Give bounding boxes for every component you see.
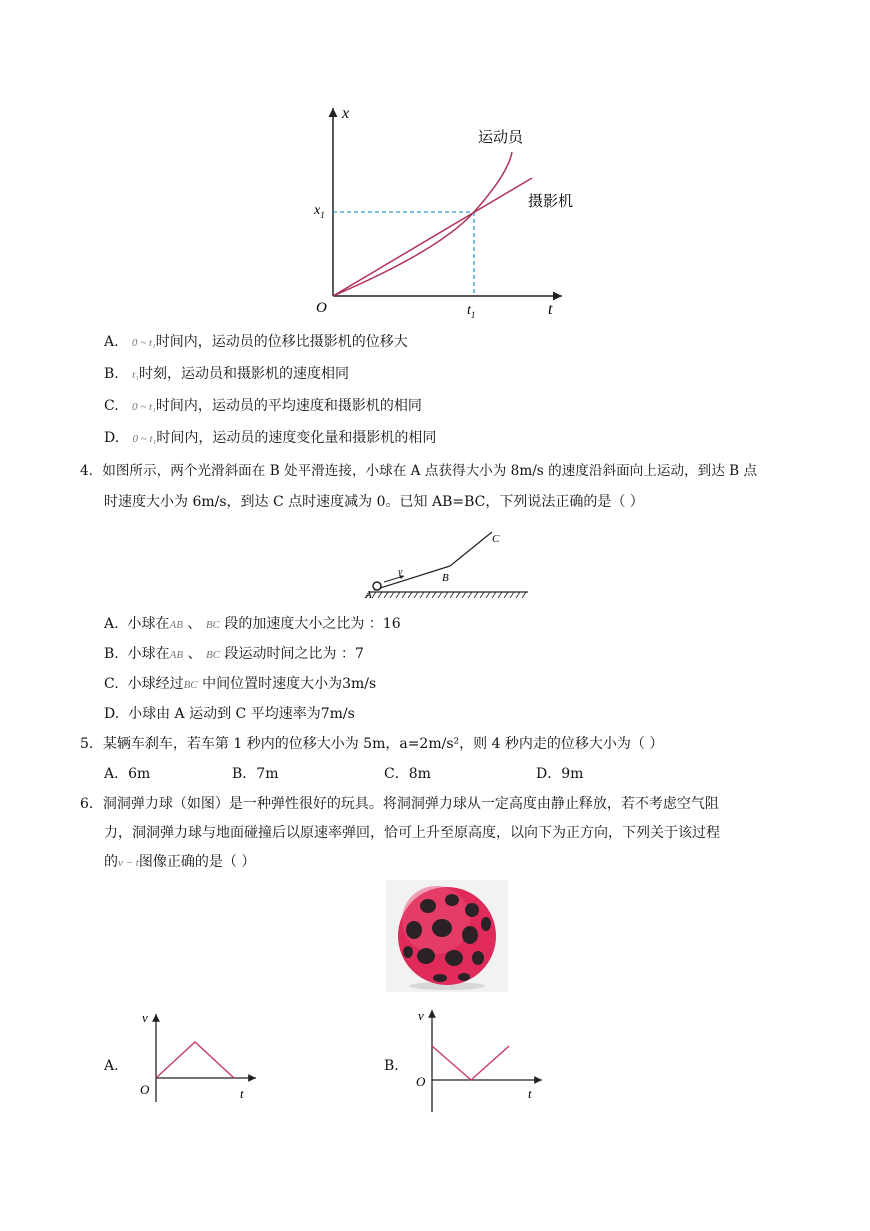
svg-text:v: v [398,567,403,578]
q4-option-c: C. 小球经过BC 中间位置时速度大小为3m/s [104,676,377,692]
svg-text:O: O [416,1074,426,1089]
q5-option-d: D．9m [536,766,584,782]
q5-option-c: C．8m [384,766,431,782]
x1-label: $x_1$ [314,203,325,220]
q5-option-b: B．7m [232,766,279,782]
origin-label: O [316,300,327,316]
svg-text:C: C [492,533,500,545]
athlete-label: 运动员 [478,130,524,146]
athlete-curve [333,152,512,296]
q6-graph-a [126,1008,266,1108]
q5-option-a: A．6m [104,766,151,782]
incline-figure [360,528,535,603]
x-axis-label: x [342,105,350,122]
incline-ab [374,566,450,590]
ball [373,582,381,590]
t1-label: $t_1$ [467,303,476,320]
incline-bc [450,532,492,566]
q4-option-a: A. 小球在AB 、 BC 段的加速度大小之比为 ：16 [104,616,401,632]
q6-stem-line1: 6．洞洞弹力球（如图）是一种弹性很好的玩具。将洞洞弹力球从一定高度由静止释放，若不考虑空气阻 [80,796,719,812]
xt-graph [300,100,600,325]
svg-text:B: B [442,572,449,584]
svg-text:O: O [140,1082,150,1097]
svg-text:v: v [418,1008,424,1023]
q6-option-a-letter: A. [104,1058,119,1074]
q4-option-d: D. 小球由 A 运动到 C 平均速率为7m/s [104,706,355,722]
q3-option-a: A. 0 ~ t₁时间内，运动员的位移比摄影机的位移大 [104,334,408,350]
svg-text:t: t [528,1086,532,1101]
q4-stem-line2: 时速度大小为 6m/s，到达 C 点时速度减为 0。已知 AB=BC，下列说法正确的是（ ） [104,494,644,510]
svg-text:v: v [142,1010,148,1025]
svg-text:t: t [240,1086,244,1101]
q6-graph-b [402,1004,552,1116]
q3-option-d: D. 0 ~ t₁时间内，运动员的速度变化量和摄影机的相同 [104,430,437,446]
t-axis-label: t [548,301,553,318]
camera-label: 摄影机 [528,194,574,210]
bouncy-ball-image [386,880,508,992]
q3-option-c: C. 0 ~ t₁时间内，运动员的平均速度和摄影机的相同 [104,398,422,414]
q4-stem-line1: 4．如图所示，两个光滑斜面在 B 处平滑连接，小球在 A 点获得大小为 8m/s 的速度沿斜面向上运动，到达 B 点 [80,463,758,479]
q3-option-b: B. t₁时刻，运动员和摄影机的速度相同 [104,366,349,382]
q4-option-b: B. 小球在AB 、 BC 段运动时间之比为 ：7 [104,646,364,662]
q6-stem-line3: 的v − t图像正确的是（ ） [104,854,256,870]
q5-stem: 5．某辆车刹车，若车第 1 秒内的位移大小为 5m，a=2m/s²，则 4 秒内走的位移大小为（ ） [80,736,664,752]
q6-stem-line2: 力，洞洞弹力球与地面碰撞后以原速率弹回，恰可上升至原高度，以向下为正方向，下列关于该过程 [104,825,720,841]
svg-text:A: A [365,589,372,601]
q6-option-b-letter: B. [384,1058,399,1074]
camera-line [333,178,532,296]
